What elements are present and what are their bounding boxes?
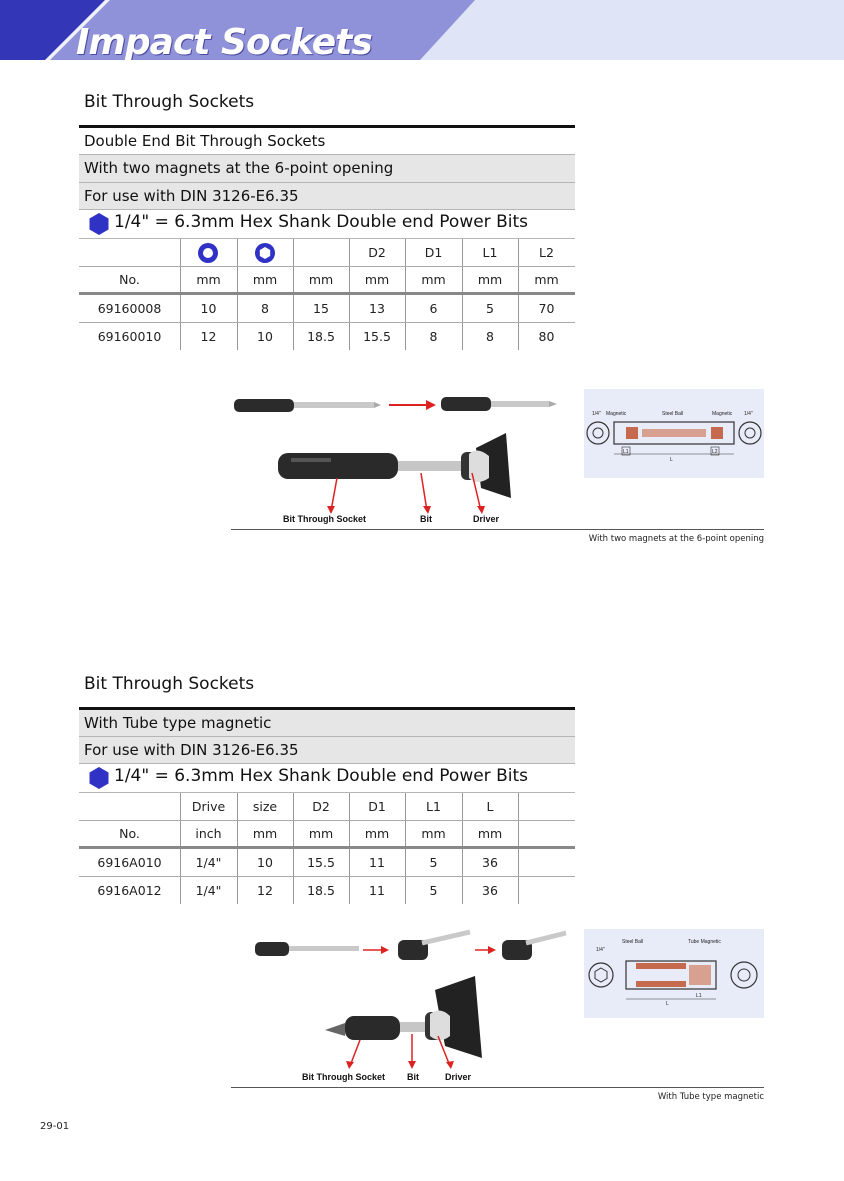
section1-table [79, 239, 575, 350]
diagram-label: L1 [696, 993, 702, 999]
col-unit: mm [534, 272, 559, 287]
section2-row-2-label: For use with DIN 3126-E6.35 [84, 741, 299, 759]
header-banner [0, 0, 844, 60]
section1-row-1 [79, 128, 575, 155]
label-driver: Driver [473, 514, 500, 524]
diagram-label: Steel Ball [662, 411, 684, 417]
col-header-d1: D1 [424, 245, 443, 260]
col-header-size: size [252, 799, 278, 814]
section2-technical-diagram [584, 929, 764, 1018]
section1-bits-row [79, 210, 575, 239]
diagram-label: Steel Ball [622, 939, 644, 945]
label-bit-through-socket: Bit Through Socket [283, 514, 366, 524]
col-unit: mm [364, 272, 390, 287]
diagram-label: L2 [712, 449, 718, 455]
table-cell: 8 [486, 329, 494, 344]
section2-bits-row [79, 764, 575, 793]
col-unit: mm [364, 826, 390, 841]
table-cell: 1/4" [195, 883, 222, 898]
table-cell: 15 [313, 301, 329, 316]
table-cell: 69160008 [97, 301, 162, 316]
diagram-label: 1/4" [596, 947, 605, 953]
col-unit: inch [195, 826, 222, 841]
table-cell: 11 [369, 855, 385, 870]
label-bit: Bit [407, 1072, 419, 1082]
table-cell: 69160010 [97, 329, 162, 344]
section2-spec-block [79, 707, 575, 793]
diagram-label: L1 [623, 449, 629, 455]
header-title: Impact Sockets [76, 22, 372, 60]
diagram-label: 1/4" [592, 411, 601, 417]
table-cell: 11 [369, 883, 385, 898]
col-unit: mm [477, 826, 503, 841]
table-cell: 10 [257, 855, 273, 870]
section2-table [79, 793, 575, 904]
section1-caption: With two magnets at the 6-point opening [588, 534, 764, 544]
table-cell: 12 [257, 883, 273, 898]
diagram-label: L [670, 457, 673, 463]
section1-row-1-label: Double End Bit Through Sockets [84, 132, 326, 150]
section2-row-2 [79, 737, 575, 764]
section2-row-1 [79, 710, 575, 737]
table-cell: 18.5 [307, 329, 335, 344]
col-header-l2: L2 [539, 245, 554, 260]
table-cell: 8 [261, 301, 269, 316]
table-cell: 36 [482, 883, 498, 898]
col-unit-no: No. [119, 272, 140, 287]
section1-row-2-label: With two magnets at the 6-point opening [84, 159, 394, 177]
col-unit: mm [477, 272, 503, 287]
col-unit: mm [252, 272, 278, 287]
socket-12point-icon [197, 242, 219, 264]
col-unit: mm [421, 826, 446, 841]
section2-product-photo [250, 928, 570, 1086]
col-unit: mm [252, 826, 278, 841]
label-bit-through-socket: Bit Through Socket [302, 1072, 385, 1082]
table-cell: 15.5 [363, 329, 391, 344]
table-cell: 70 [538, 301, 555, 316]
col-unit: mm [421, 272, 446, 287]
section1-title: Bit Through Sockets [84, 92, 255, 112]
diagram-label: L [666, 1001, 669, 1007]
col-unit: mm [308, 272, 334, 287]
section2-bits-label: 1/4" = 6.3mm Hex Shank Double end Power Bits [114, 766, 528, 786]
section2-row-1-label: With Tube type magnetic [84, 714, 272, 732]
section1-product-photo [231, 378, 571, 528]
table-cell: 10 [200, 301, 217, 316]
section2-title: Bit Through Sockets [84, 674, 255, 694]
hexagon-icon [88, 213, 110, 235]
col-header-d2: D2 [312, 799, 330, 814]
col-header-d2: D2 [368, 245, 386, 260]
table-cell: 1/4" [195, 855, 222, 870]
table-cell: 12 [200, 329, 217, 344]
table-cell: 5 [429, 855, 438, 870]
section2-caption: With Tube type magnetic [657, 1092, 764, 1102]
col-unit: mm [308, 826, 334, 841]
socket-6point-icon [254, 242, 276, 264]
section1-row-3-label: For use with DIN 3126-E6.35 [84, 187, 299, 205]
label-driver: Driver [445, 1072, 472, 1082]
col-unit: mm [196, 272, 221, 287]
diagram-label: 1/4" [744, 411, 753, 417]
table-cell: 6916A012 [97, 883, 162, 898]
table-cell: 15.5 [307, 855, 335, 870]
section1-row-2 [79, 155, 575, 183]
section1-technical-diagram [584, 389, 764, 478]
col-header-drive: Drive [191, 799, 226, 814]
table-cell: 18.5 [307, 883, 335, 898]
diagram-label: Tube Magnetic [688, 939, 721, 945]
page-number: 29-01 [40, 1121, 70, 1132]
section1-spec-block [79, 125, 575, 240]
col-header-d1: D1 [368, 799, 386, 814]
col-header-l: L [486, 799, 494, 814]
table-cell: 6916A010 [97, 855, 162, 870]
col-unit-no: No. [119, 826, 140, 841]
diagram-label: Magnetic [606, 411, 627, 417]
col-header-l1: L1 [482, 245, 498, 260]
table-cell: 5 [486, 301, 494, 316]
table-cell: 80 [538, 329, 555, 344]
table-cell: 13 [369, 301, 385, 316]
hexagon-icon [88, 767, 110, 789]
table-cell: 36 [482, 855, 498, 870]
table-cell: 10 [257, 329, 273, 344]
section1-row-3 [79, 183, 575, 210]
table-cell: 5 [429, 883, 438, 898]
diagram-label: Magnetic [712, 411, 733, 417]
section1-bits-label: 1/4" = 6.3mm Hex Shank Double end Power Bits [114, 212, 528, 232]
col-header-l1: L1 [426, 799, 441, 814]
label-bit: Bit [420, 514, 432, 524]
table-cell: 6 [429, 301, 438, 316]
table-cell: 8 [429, 329, 438, 344]
